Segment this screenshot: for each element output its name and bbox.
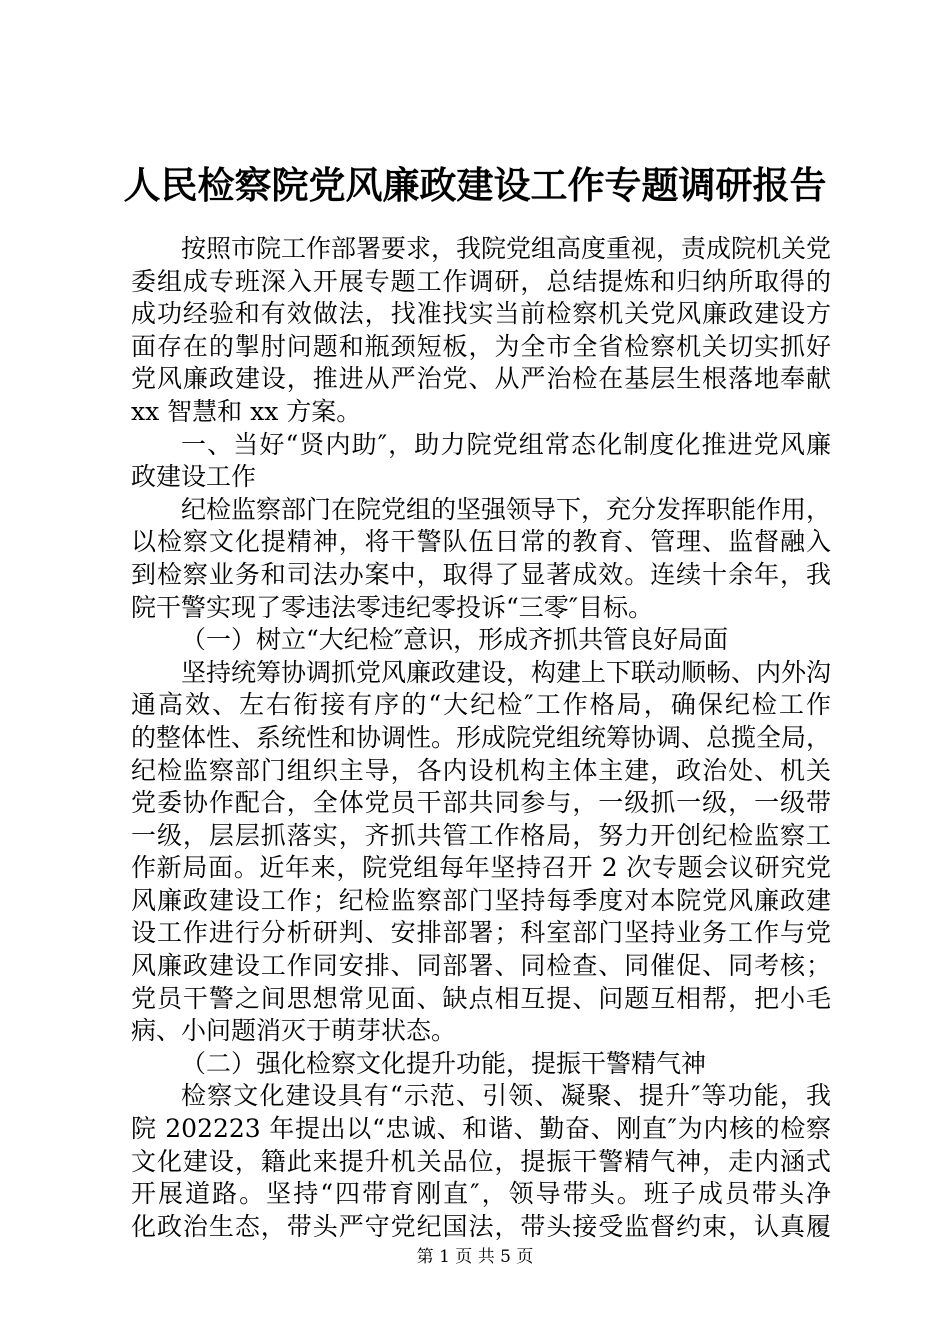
- body-line: 开展道路。坚持“四带育刚直″，领导带头。班子成员带头净: [131, 1179, 831, 1209]
- body-line: 检察文化建设具有“示范、引领、凝聚、提升″等功能，我: [181, 1081, 831, 1111]
- section-heading: 一、当好“贤内助″，助力院党组常态化制度化推进党风廉: [181, 429, 831, 459]
- body-line: 成功经验和有效做法，找准找实当前检察机关党风廉政建设方: [131, 299, 831, 329]
- body-line: 的整体性、系统性和协调性。形成院党组统筹协调、总揽全局，: [131, 722, 832, 752]
- body-line: 院 202223 年提出以“忠诚、和谐、勤奋、刚直″为内核的检察: [131, 1114, 831, 1144]
- body-line: 院干警实现了零违法零违纪零投诉“三零″目标。: [131, 592, 654, 622]
- subsection-heading: （一）树立“大纪检″意识，形成齐抓共管良好局面: [181, 625, 729, 655]
- body-line: 面存在的掣肘问题和瓶颈短板，为全市全省检察机关切实抓好: [131, 331, 831, 361]
- body-line: 纪检监察部门在院党组的坚强领导下，充分发挥职能作用，: [181, 494, 832, 524]
- body-line: 风廉政建设工作；纪检监察部门坚持每季度对本院党风廉政建: [131, 885, 831, 915]
- body-line: 一级，层层抓落实，齐抓共管工作格局，努力开创纪检监察工: [131, 820, 831, 850]
- body-line: 按照市院工作部署要求，我院党组高度重视，责成院机关党: [181, 234, 832, 263]
- body-line: 纪检监察部门组织主导，各内设机构主体主建，政治处、机关: [131, 755, 831, 785]
- body-line: 设工作进行分析研判、安排部署；科室部门坚持业务工作与党: [131, 918, 831, 948]
- body-line: 党风廉政建设，推进从严治党、从严治检在基层生根落地奉献: [131, 364, 831, 394]
- section-heading: 政建设工作: [131, 462, 257, 492]
- subsection-heading: （二）强化检察文化提升功能，提振干警精气神: [181, 1048, 707, 1078]
- body-line: 文化建设，籍此来提升机关品位，提振干警精气神，走内涵式: [131, 1146, 831, 1176]
- body-line: 化政治生态，带头严守党纪国法，带头接受监督约束，认真履: [131, 1211, 831, 1241]
- body-line: 以检察文化提精神，将干警队伍日常的教育、管理、监督融入: [131, 527, 831, 557]
- body-line: 作新局面。近年来，院党组每年坚持召开 2 次专题会议研究党: [131, 853, 831, 883]
- document-body: [131, 233, 831, 1243]
- body-line: 委组成专班深入开展专题工作调研，总结提炼和归纳所取得的: [131, 266, 831, 296]
- body-line: 党委协作配合，全体党员干部共同参与，一级抓一级，一级带: [131, 788, 831, 818]
- body-line: xx 智慧和 xx 方案。: [131, 396, 362, 426]
- body-line: 通高效、左右衔接有序的“大纪检″工作格局，确保纪检工作: [131, 690, 831, 720]
- page-number-footer: 第 1 页 共 5 页: [416, 1247, 534, 1267]
- body-line: 病、小问题消灭于萌芽状态。: [131, 1016, 457, 1046]
- body-line: 风廉政建设工作同安排、同部署、同检查、同催促、同考核；: [131, 951, 831, 981]
- document-title: 人民检察院党风廉政建设工作专题调研报告: [123, 163, 827, 207]
- body-line: 坚持统筹协调抓党风廉政建设，构建上下联动顺畅、内外沟: [181, 657, 832, 687]
- body-line: 党员干警之间思想常见面、缺点相互提、问题互相帮，把小毛: [131, 983, 831, 1013]
- body-line: 到检察业务和司法办案中，取得了显著成效。连续十余年，我: [131, 559, 831, 589]
